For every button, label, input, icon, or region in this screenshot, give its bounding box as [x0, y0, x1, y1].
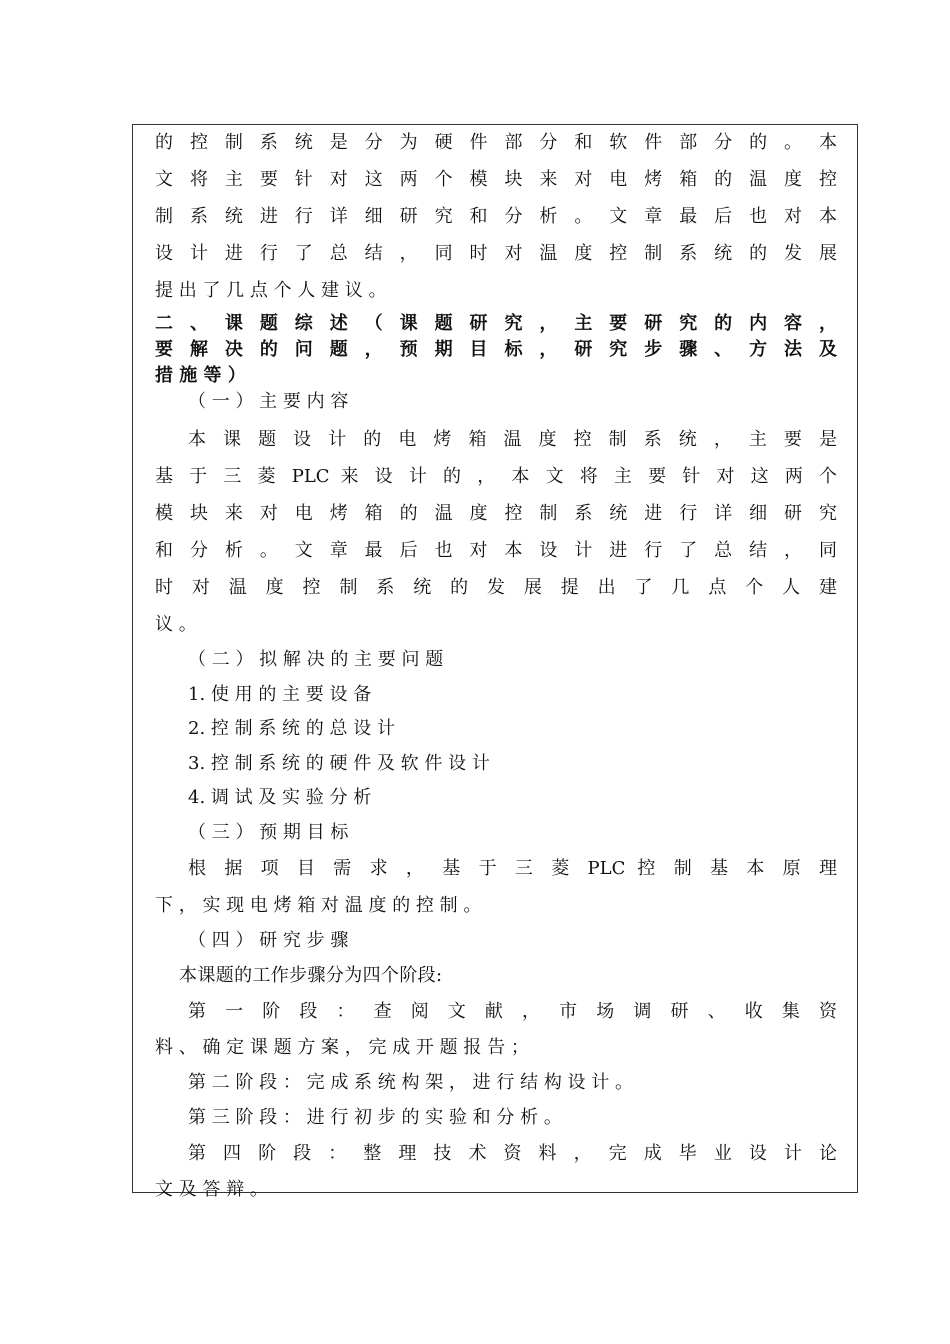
- text-line: 议 。: [155, 614, 197, 635]
- text-line: 本 课 题 设 计 的 电 烤 箱 温 度 控 制 系 统 ， 主 要 是: [188, 429, 837, 450]
- list-item: 4. 调 试 及 实 验 分 析: [188, 787, 372, 808]
- list-item: 2. 控 制 系 统 的 总 设 计: [188, 718, 395, 739]
- list-item: 3. 控 制 系 统 的 硬 件 及 软 件 设 计: [188, 752, 490, 774]
- stage-line: 第 一 阶 段 ： 查 阅 文 献 ， 市 场 调 研 、 收 集 资: [188, 1001, 837, 1022]
- subsection-4-heading: （ 四 ） 研 究 步 骤: [188, 930, 349, 951]
- stages-list: [155, 993, 837, 1208]
- subsection-3-paragraph: [155, 850, 837, 924]
- text-line: 时 对 温 度 控 制 系 统 的 发 展 提 出 了 几 点 个 人 建: [155, 577, 837, 598]
- subsection-1-heading: （ 一 ） 主 要 内 容: [188, 391, 349, 412]
- text-line: 提 出 了 几 点 个 人 建 议 。: [155, 280, 387, 301]
- stage-line: 第 四 阶 段 ： 整 理 技 术 资 料 ， 完 成 毕 业 设 计 论: [188, 1143, 837, 1164]
- intro-paragraph: [155, 124, 837, 309]
- text-line: 和 分 析 。 文 章 最 后 也 对 本 设 计 进 行 了 总 结 ， 同: [155, 540, 837, 561]
- list-item: 1. 使 用 的 主 要 设 备: [188, 683, 372, 705]
- stage-line: 文 及 答 辩 。: [155, 1179, 268, 1200]
- text-line: 设 计 进 行 了 总 结 ， 同 时 对 温 度 控 制 系 统 的 发 展: [155, 243, 837, 264]
- subsection-1-paragraph: [155, 421, 837, 643]
- stage-line: 第 三 阶 段 ： 进 行 初 步 的 实 验 和 分 析 。: [188, 1106, 562, 1128]
- section-2-heading: [155, 311, 837, 389]
- stage-line: 料 、 确 定 课 题 方 案 ， 完 成 开 题 报 告 ；: [155, 1037, 529, 1058]
- heading-line: 要 解 决 的 问 题 ， 预 期 目 标 ， 研 究 步 骤 、 方 法 及: [155, 339, 837, 360]
- problem-list: [155, 678, 837, 816]
- text-line: 的 控 制 系 统 是 分 为 硬 件 部 分 和 软 件 部 分 的 。 本: [155, 132, 837, 153]
- heading-line: 措 施 等 ）: [155, 365, 246, 386]
- steps-intro: 本课题的工作步骤分为四个阶段:: [179, 964, 443, 986]
- text-line: 下 ， 实 现 电 烤 箱 对 温 度 的 控 制 。: [155, 895, 482, 916]
- text-line: 根 据 项 目 需 求 ， 基 于 三 菱 PLC 控 制 基 本 原 理: [188, 858, 837, 879]
- text-line: 制 系 统 进 行 详 细 研 究 和 分 析 。 文 章 最 后 也 对 本: [155, 206, 837, 227]
- document-body: [155, 124, 837, 1208]
- text-line: 文 将 主 要 针 对 这 两 个 模 块 来 对 电 烤 箱 的 温 度 控: [155, 169, 837, 190]
- text-line: 基 于 三 菱 PLC 来 设 计 的 ， 本 文 将 主 要 针 对 这 两 个: [155, 466, 837, 487]
- heading-line: 二 、 课 题 综 述 （ 课 题 研 究 ， 主 要 研 究 的 内 容 ，: [155, 313, 837, 334]
- subsection-3-heading: （ 三 ） 预 期 目 标: [188, 821, 349, 843]
- subsection-2-heading: （ 二 ） 拟 解 决 的 主 要 问 题: [188, 649, 444, 670]
- text-line: 模 块 来 对 电 烤 箱 的 温 度 控 制 系 统 进 行 详 细 研 究: [155, 503, 837, 524]
- stage-line: 第 二 阶 段 ： 完 成 系 统 构 架 ， 进 行 结 构 设 计 。: [188, 1072, 633, 1093]
